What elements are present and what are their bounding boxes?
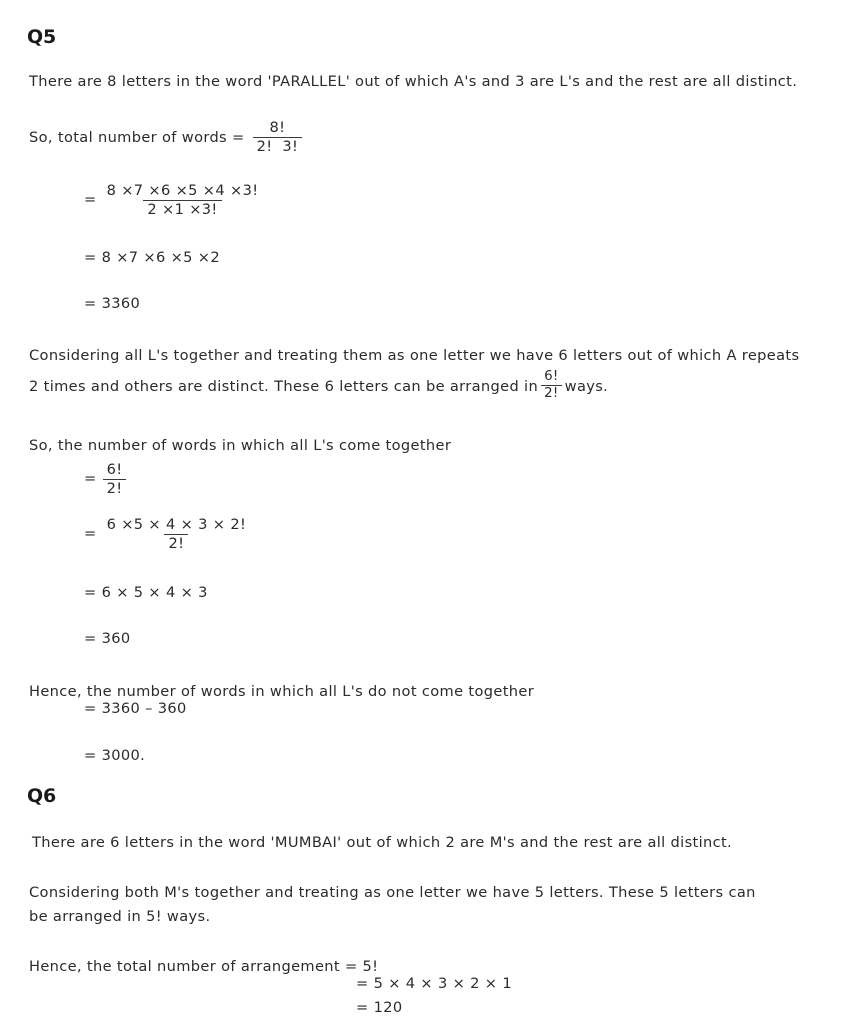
q5-together-line2-after: ways. [564,378,609,396]
q5-together-expanded-fraction [103,517,251,552]
q6-intro-paragraph: There are 6 letters in the word 'MUMBAI' out of which 2 are M's and the rest are all distinct. [32,834,733,851]
q6-hence-product: = 5 × 4 × 3 × 2 × 1 [356,975,512,992]
q5-together-paragraph-line2 [29,371,608,402]
fraction-denominator: 2! [164,534,188,552]
q5-total-words-fraction [253,120,303,155]
q5-together-count-label: So, the number of words in which all L's come together [29,437,452,454]
fraction-numerator: 6! [544,369,559,384]
q5-together-simple-equation [84,462,126,497]
q6-heading: Q6 [27,785,56,807]
equals-sign: = [84,190,97,208]
q6-hence-result: = 120 [356,999,403,1016]
q5-together-product: = 6 × 5 × 4 × 3 [84,584,208,601]
q5-expansion-equation [84,183,262,218]
q5-together-inline-fraction [541,370,562,401]
denominator-left: 2! [256,137,273,155]
fraction-numerator: 6 ×5 × 4 × 3 × 2! [106,516,247,533]
q5-hence-label: Hence, the number of words in which all L's do not come together [29,683,535,700]
q5-step-result: = 3360 [84,295,141,312]
q5-total-words-equation [29,120,302,155]
fraction-denominator: 2! [541,385,562,401]
q5-together-paragraph-line1: Considering all L's together and treating them as one letter we have 6 letters out of which A repeats [29,347,800,364]
q6-body-line1: Considering both M's together and treating as one letter we have 5 letters. These 5 letters can [29,884,756,901]
q5-intro-paragraph: There are 8 letters in the word 'PARALLEL' out of which A's and 3 are L's and the rest are all distinct. [29,73,798,90]
q5-together-result: = 360 [84,630,131,647]
q5-heading: Q5 [27,26,56,48]
fraction-denominator [253,137,303,155]
equals-sign: = [84,524,97,542]
fraction-numerator: 8 ×7 ×6 ×5 ×4 ×3! [106,182,259,199]
fraction-numerator: 8! [269,119,286,136]
q6-hence-label: Hence, the total number of arrangement = 5! [29,958,379,975]
q5-together-line2-before: 2 times and others are distinct. These 6 letters can be arranged in [29,378,539,396]
fraction-denominator: 2! [103,479,127,497]
fraction-denominator: 2 ×1 ×3! [143,200,221,218]
fraction-numerator: 6! [106,461,123,478]
q5-together-simple-fraction [103,462,127,497]
q5-hence-subtraction: = 3360 – 360 [84,700,187,717]
q5-step-product: = 8 ×7 ×6 ×5 ×2 [84,249,221,266]
q6-body-line2: be arranged in 5! ways. [29,908,211,925]
q5-together-expanded-equation [84,517,250,552]
q5-total-words-label: So, total number of words = [29,128,245,146]
denominator-right: 3! [282,137,299,155]
q5-hence-result: = 3000. [84,747,146,764]
q5-expansion-fraction [103,183,263,218]
equals-sign: = [84,469,97,487]
